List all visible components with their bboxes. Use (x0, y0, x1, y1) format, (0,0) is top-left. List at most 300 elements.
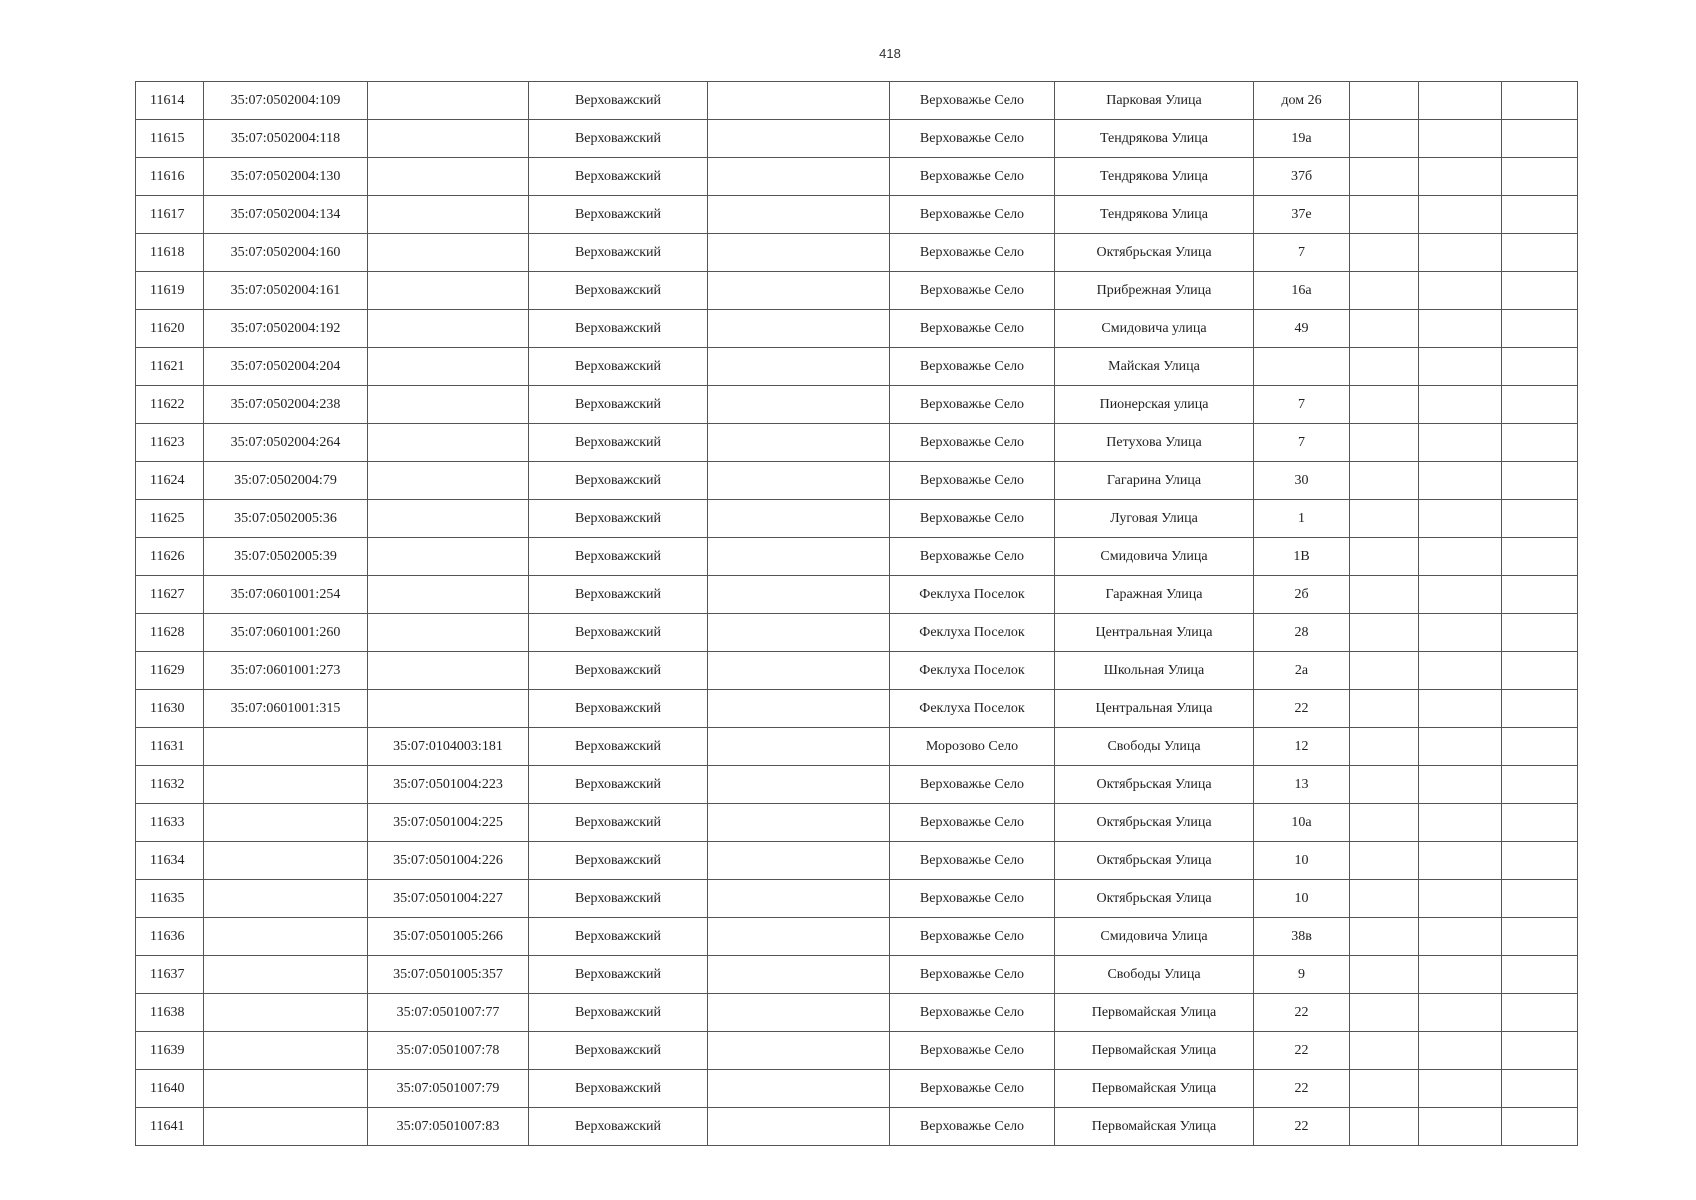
row-number-cell: 11627 (136, 576, 204, 614)
district-cell: Верховажский (529, 234, 708, 272)
street-cell: Смидовича Улица (1055, 918, 1254, 956)
house-number-cell: 12 (1254, 728, 1350, 766)
empty-cell (708, 1070, 890, 1108)
street-cell: Первомайская Улица (1055, 1032, 1254, 1070)
table-row (136, 196, 1578, 234)
settlement-cell: Верховажье Село (890, 956, 1055, 994)
street-cell: Тендрякова Улица (1055, 120, 1254, 158)
row-number-cell: 11635 (136, 880, 204, 918)
row-number-cell: 11641 (136, 1108, 204, 1146)
empty-cell (1350, 500, 1419, 538)
district-cell: Верховажский (529, 462, 708, 500)
cadastral-number-cell: 35:07:0601001:254 (204, 576, 368, 614)
table-row (136, 500, 1578, 538)
empty-cell (1419, 386, 1502, 424)
street-cell: Октябрьская Улица (1055, 880, 1254, 918)
empty-cell (1502, 728, 1578, 766)
empty-cell (708, 82, 890, 120)
empty-cell (1419, 690, 1502, 728)
alt-cadastral-number-cell (368, 614, 529, 652)
empty-cell (1419, 1032, 1502, 1070)
cadastral-number-cell: 35:07:0502004:238 (204, 386, 368, 424)
cadastral-number-cell (204, 842, 368, 880)
cadastral-number-cell (204, 956, 368, 994)
street-cell: Первомайская Улица (1055, 1108, 1254, 1146)
house-number-cell: 37б (1254, 158, 1350, 196)
district-cell: Верховажский (529, 348, 708, 386)
district-cell: Верховажский (529, 386, 708, 424)
alt-cadastral-number-cell: 35:07:0501007:78 (368, 1032, 529, 1070)
alt-cadastral-number-cell: 35:07:0501007:77 (368, 994, 529, 1032)
street-cell: Прибрежная Улица (1055, 272, 1254, 310)
district-cell: Верховажский (529, 614, 708, 652)
empty-cell (1419, 880, 1502, 918)
empty-cell (1419, 1070, 1502, 1108)
alt-cadastral-number-cell (368, 500, 529, 538)
empty-cell (1419, 728, 1502, 766)
house-number-cell: 22 (1254, 994, 1350, 1032)
table-row (136, 120, 1578, 158)
row-number-cell: 11625 (136, 500, 204, 538)
empty-cell (1350, 804, 1419, 842)
district-cell: Верховажский (529, 538, 708, 576)
table-row (136, 766, 1578, 804)
empty-cell (1502, 842, 1578, 880)
row-number-cell: 11638 (136, 994, 204, 1032)
settlement-cell: Верховажье Село (890, 766, 1055, 804)
row-number-cell: 11622 (136, 386, 204, 424)
house-number-cell: 22 (1254, 1108, 1350, 1146)
table-row (136, 272, 1578, 310)
empty-cell (1502, 82, 1578, 120)
empty-cell (1350, 766, 1419, 804)
settlement-cell: Верховажье Село (890, 234, 1055, 272)
empty-cell (1502, 614, 1578, 652)
empty-cell (1350, 994, 1419, 1032)
row-number-cell: 11624 (136, 462, 204, 500)
house-number-cell: 9 (1254, 956, 1350, 994)
street-cell: Свободы Улица (1055, 956, 1254, 994)
house-number-cell: 10а (1254, 804, 1350, 842)
empty-cell (708, 956, 890, 994)
empty-cell (1419, 956, 1502, 994)
settlement-cell: Верховажье Село (890, 918, 1055, 956)
alt-cadastral-number-cell (368, 120, 529, 158)
settlement-cell: Верховажье Село (890, 424, 1055, 462)
row-number-cell: 11621 (136, 348, 204, 386)
house-number-cell: 37е (1254, 196, 1350, 234)
cadastral-number-cell: 35:07:0502004:161 (204, 272, 368, 310)
empty-cell (708, 310, 890, 348)
district-cell: Верховажский (529, 1108, 708, 1146)
settlement-cell: Верховажье Село (890, 500, 1055, 538)
street-cell: Центральная Улица (1055, 614, 1254, 652)
table-row (136, 158, 1578, 196)
empty-cell (1350, 120, 1419, 158)
street-cell: Луговая Улица (1055, 500, 1254, 538)
row-number-cell: 11617 (136, 196, 204, 234)
empty-cell (1502, 956, 1578, 994)
alt-cadastral-number-cell (368, 462, 529, 500)
district-cell: Верховажский (529, 310, 708, 348)
empty-cell (708, 690, 890, 728)
street-cell: Центральная Улица (1055, 690, 1254, 728)
alt-cadastral-number-cell: 35:07:0501004:223 (368, 766, 529, 804)
alt-cadastral-number-cell: 35:07:0501005:266 (368, 918, 529, 956)
street-cell: Тендрякова Улица (1055, 158, 1254, 196)
settlement-cell: Феклуха Поселок (890, 614, 1055, 652)
empty-cell (1502, 234, 1578, 272)
house-number-cell: 7 (1254, 234, 1350, 272)
alt-cadastral-number-cell: 35:07:0501004:226 (368, 842, 529, 880)
empty-cell (1350, 576, 1419, 614)
district-cell: Верховажский (529, 500, 708, 538)
alt-cadastral-number-cell (368, 424, 529, 462)
empty-cell (1419, 614, 1502, 652)
street-cell: Октябрьская Улица (1055, 842, 1254, 880)
empty-cell (1419, 462, 1502, 500)
house-number-cell: 22 (1254, 690, 1350, 728)
street-cell: Гаражная Улица (1055, 576, 1254, 614)
district-cell: Верховажский (529, 842, 708, 880)
district-cell: Верховажский (529, 880, 708, 918)
table-row (136, 994, 1578, 1032)
alt-cadastral-number-cell (368, 158, 529, 196)
alt-cadastral-number-cell (368, 538, 529, 576)
row-number-cell: 11626 (136, 538, 204, 576)
cadastral-number-cell: 35:07:0601001:260 (204, 614, 368, 652)
empty-cell (1350, 690, 1419, 728)
empty-cell (1502, 348, 1578, 386)
row-number-cell: 11618 (136, 234, 204, 272)
street-cell: Октябрьская Улица (1055, 234, 1254, 272)
row-number-cell: 11623 (136, 424, 204, 462)
settlement-cell: Верховажье Село (890, 82, 1055, 120)
empty-cell (1350, 386, 1419, 424)
table-row (136, 462, 1578, 500)
empty-cell (708, 500, 890, 538)
empty-cell (708, 1108, 890, 1146)
empty-cell (1502, 158, 1578, 196)
house-number-cell: 7 (1254, 386, 1350, 424)
house-number-cell: 10 (1254, 880, 1350, 918)
empty-cell (1350, 82, 1419, 120)
settlement-cell: Верховажье Село (890, 158, 1055, 196)
empty-cell (708, 728, 890, 766)
table-row (136, 576, 1578, 614)
street-cell: Гагарина Улица (1055, 462, 1254, 500)
house-number-cell: 7 (1254, 424, 1350, 462)
settlement-cell: Верховажье Село (890, 804, 1055, 842)
settlement-cell: Верховажье Село (890, 1070, 1055, 1108)
district-cell: Верховажский (529, 994, 708, 1032)
table-row (136, 82, 1578, 120)
empty-cell (1350, 538, 1419, 576)
alt-cadastral-number-cell: 35:07:0501007:83 (368, 1108, 529, 1146)
settlement-cell: Верховажье Село (890, 462, 1055, 500)
empty-cell (708, 234, 890, 272)
empty-cell (708, 918, 890, 956)
empty-cell (1350, 652, 1419, 690)
row-number-cell: 11619 (136, 272, 204, 310)
settlement-cell: Феклуха Поселок (890, 652, 1055, 690)
table-row (136, 652, 1578, 690)
cadastral-number-cell (204, 1108, 368, 1146)
empty-cell (1419, 652, 1502, 690)
cadastral-number-cell (204, 1070, 368, 1108)
table-row (136, 386, 1578, 424)
alt-cadastral-number-cell (368, 386, 529, 424)
district-cell: Верховажский (529, 766, 708, 804)
alt-cadastral-number-cell (368, 272, 529, 310)
settlement-cell: Верховажье Село (890, 842, 1055, 880)
empty-cell (1350, 196, 1419, 234)
district-cell: Верховажский (529, 196, 708, 234)
empty-cell (1419, 842, 1502, 880)
empty-cell (708, 1032, 890, 1070)
empty-cell (1350, 1032, 1419, 1070)
empty-cell (1419, 538, 1502, 576)
empty-cell (1502, 538, 1578, 576)
district-cell: Верховажский (529, 1070, 708, 1108)
empty-cell (1419, 120, 1502, 158)
settlement-cell: Верховажье Село (890, 1032, 1055, 1070)
empty-cell (1419, 82, 1502, 120)
district-cell: Верховажский (529, 272, 708, 310)
alt-cadastral-number-cell: 35:07:0501004:227 (368, 880, 529, 918)
empty-cell (1350, 234, 1419, 272)
cadastral-number-cell (204, 994, 368, 1032)
settlement-cell: Верховажье Село (890, 538, 1055, 576)
house-number-cell: 1 (1254, 500, 1350, 538)
empty-cell (1350, 272, 1419, 310)
cadastral-number-cell: 35:07:0502004:79 (204, 462, 368, 500)
house-number-cell: 22 (1254, 1070, 1350, 1108)
table-row (136, 614, 1578, 652)
house-number-cell (1254, 348, 1350, 386)
cadastral-number-cell (204, 728, 368, 766)
street-cell: Пионерская улица (1055, 386, 1254, 424)
street-cell: Первомайская Улица (1055, 994, 1254, 1032)
empty-cell (1502, 120, 1578, 158)
empty-cell (1350, 348, 1419, 386)
settlement-cell: Феклуха Поселок (890, 690, 1055, 728)
house-number-cell: 22 (1254, 1032, 1350, 1070)
empty-cell (1419, 1108, 1502, 1146)
settlement-cell: Верховажье Село (890, 1108, 1055, 1146)
alt-cadastral-number-cell: 35:07:0501005:357 (368, 956, 529, 994)
empty-cell (1502, 1032, 1578, 1070)
empty-cell (1502, 994, 1578, 1032)
row-number-cell: 11630 (136, 690, 204, 728)
row-number-cell: 11616 (136, 158, 204, 196)
settlement-cell: Феклуха Поселок (890, 576, 1055, 614)
empty-cell (1350, 1108, 1419, 1146)
empty-cell (1502, 1070, 1578, 1108)
empty-cell (1350, 880, 1419, 918)
row-number-cell: 11636 (136, 918, 204, 956)
empty-cell (708, 538, 890, 576)
empty-cell (708, 652, 890, 690)
empty-cell (708, 614, 890, 652)
district-cell: Верховажский (529, 728, 708, 766)
table-row (136, 728, 1578, 766)
district-cell: Верховажский (529, 956, 708, 994)
empty-cell (1419, 196, 1502, 234)
cadastral-number-cell: 35:07:0502004:130 (204, 158, 368, 196)
empty-cell (1350, 614, 1419, 652)
street-cell: Тендрякова Улица (1055, 196, 1254, 234)
table-row (136, 348, 1578, 386)
house-number-cell: 19а (1254, 120, 1350, 158)
empty-cell (1419, 994, 1502, 1032)
alt-cadastral-number-cell: 35:07:0501007:79 (368, 1070, 529, 1108)
empty-cell (1419, 424, 1502, 462)
table-row (136, 1108, 1578, 1146)
empty-cell (1502, 500, 1578, 538)
settlement-cell: Морозово Село (890, 728, 1055, 766)
table-row (136, 880, 1578, 918)
cadastral-number-cell: 35:07:0502004:264 (204, 424, 368, 462)
row-number-cell: 11633 (136, 804, 204, 842)
row-number-cell: 11615 (136, 120, 204, 158)
empty-cell (1350, 158, 1419, 196)
district-cell: Верховажский (529, 158, 708, 196)
district-cell: Верховажский (529, 1032, 708, 1070)
empty-cell (1419, 500, 1502, 538)
cadastral-number-cell: 35:07:0502004:192 (204, 310, 368, 348)
empty-cell (1350, 310, 1419, 348)
empty-cell (1502, 652, 1578, 690)
alt-cadastral-number-cell (368, 196, 529, 234)
street-cell: Школьная Улица (1055, 652, 1254, 690)
district-cell: Верховажский (529, 804, 708, 842)
cadastral-number-cell (204, 918, 368, 956)
empty-cell (1350, 918, 1419, 956)
table-row (136, 1070, 1578, 1108)
settlement-cell: Верховажье Село (890, 120, 1055, 158)
district-cell: Верховажский (529, 576, 708, 614)
alt-cadastral-number-cell (368, 348, 529, 386)
street-cell: Смидовича Улица (1055, 538, 1254, 576)
empty-cell (708, 994, 890, 1032)
empty-cell (708, 120, 890, 158)
cadastral-number-cell: 35:07:0502004:134 (204, 196, 368, 234)
street-cell: Парковая Улица (1055, 82, 1254, 120)
house-number-cell: дом 26 (1254, 82, 1350, 120)
cadastral-number-cell: 35:07:0502005:39 (204, 538, 368, 576)
empty-cell (1419, 766, 1502, 804)
empty-cell (708, 348, 890, 386)
empty-cell (708, 424, 890, 462)
row-number-cell: 11632 (136, 766, 204, 804)
district-cell: Верховажский (529, 120, 708, 158)
row-number-cell: 11640 (136, 1070, 204, 1108)
empty-cell (1502, 804, 1578, 842)
row-number-cell: 11634 (136, 842, 204, 880)
empty-cell (1502, 766, 1578, 804)
table-row (136, 956, 1578, 994)
house-number-cell: 2а (1254, 652, 1350, 690)
empty-cell (1419, 918, 1502, 956)
empty-cell (1419, 272, 1502, 310)
house-number-cell: 16а (1254, 272, 1350, 310)
empty-cell (1502, 386, 1578, 424)
table-row (136, 1032, 1578, 1070)
street-cell: Смидовича улица (1055, 310, 1254, 348)
street-cell: Первомайская Улица (1055, 1070, 1254, 1108)
table-row (136, 804, 1578, 842)
empty-cell (708, 196, 890, 234)
alt-cadastral-number-cell (368, 234, 529, 272)
settlement-cell: Верховажье Село (890, 386, 1055, 424)
street-cell: Свободы Улица (1055, 728, 1254, 766)
empty-cell (708, 766, 890, 804)
empty-cell (1350, 842, 1419, 880)
table-row (136, 310, 1578, 348)
table-row (136, 424, 1578, 462)
table-row (136, 234, 1578, 272)
empty-cell (1502, 1108, 1578, 1146)
house-number-cell: 38в (1254, 918, 1350, 956)
empty-cell (1502, 462, 1578, 500)
district-cell: Верховажский (529, 82, 708, 120)
empty-cell (708, 842, 890, 880)
empty-cell (1419, 158, 1502, 196)
cadastral-number-cell: 35:07:0502005:36 (204, 500, 368, 538)
house-number-cell: 30 (1254, 462, 1350, 500)
table-row (136, 842, 1578, 880)
table-row (136, 918, 1578, 956)
empty-cell (708, 462, 890, 500)
empty-cell (1350, 728, 1419, 766)
registry-table (135, 81, 1578, 1146)
alt-cadastral-number-cell (368, 652, 529, 690)
table-row (136, 538, 1578, 576)
cadastral-number-cell: 35:07:0502004:109 (204, 82, 368, 120)
empty-cell (1419, 234, 1502, 272)
cadastral-number-cell: 35:07:0601001:273 (204, 652, 368, 690)
empty-cell (1350, 462, 1419, 500)
empty-cell (1419, 310, 1502, 348)
empty-cell (1502, 196, 1578, 234)
house-number-cell: 1В (1254, 538, 1350, 576)
empty-cell (1419, 576, 1502, 614)
house-number-cell: 13 (1254, 766, 1350, 804)
cadastral-number-cell: 35:07:0502004:204 (204, 348, 368, 386)
alt-cadastral-number-cell (368, 82, 529, 120)
empty-cell (708, 880, 890, 918)
district-cell: Верховажский (529, 690, 708, 728)
empty-cell (1502, 576, 1578, 614)
alt-cadastral-number-cell: 35:07:0104003:181 (368, 728, 529, 766)
empty-cell (1502, 880, 1578, 918)
empty-cell (1419, 804, 1502, 842)
street-cell: Октябрьская Улица (1055, 804, 1254, 842)
row-number-cell: 11614 (136, 82, 204, 120)
settlement-cell: Верховажье Село (890, 310, 1055, 348)
empty-cell (1350, 424, 1419, 462)
alt-cadastral-number-cell (368, 310, 529, 348)
empty-cell (1502, 690, 1578, 728)
district-cell: Верховажский (529, 424, 708, 462)
street-cell: Октябрьская Улица (1055, 766, 1254, 804)
page-number: 418 (879, 46, 901, 61)
empty-cell (1502, 272, 1578, 310)
empty-cell (1502, 424, 1578, 462)
settlement-cell: Верховажье Село (890, 994, 1055, 1032)
settlement-cell: Верховажье Село (890, 348, 1055, 386)
